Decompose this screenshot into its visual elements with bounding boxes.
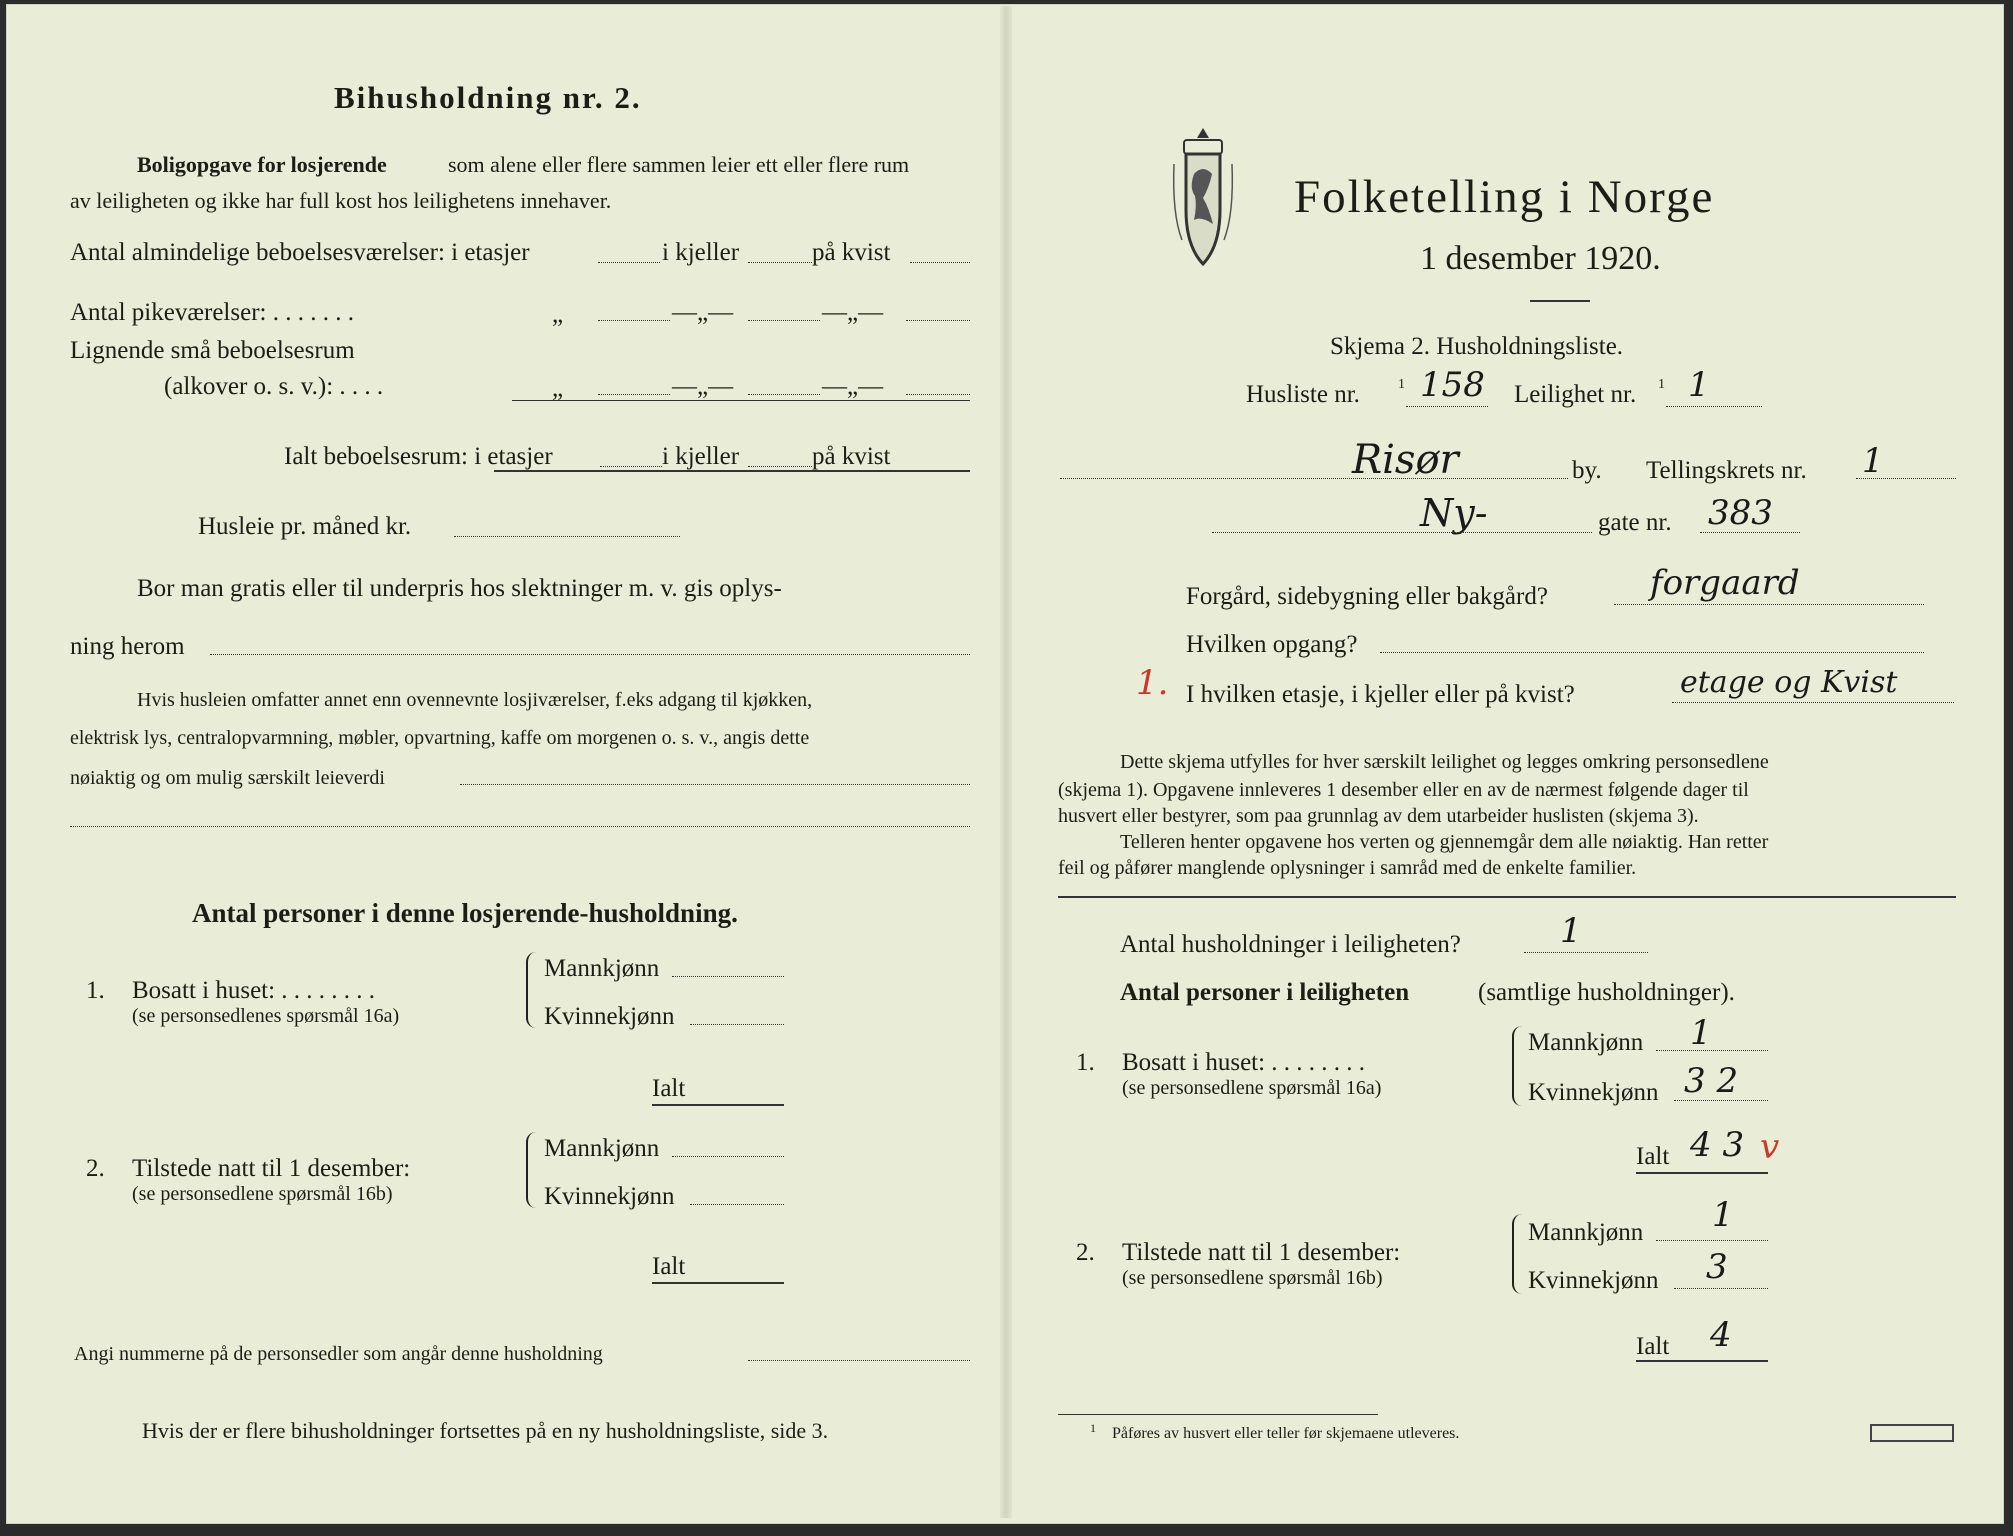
instr-2: (skjema 1). Opgavene innleveres 1 desember eller en av de nærmest følgende dager til	[1058, 779, 1749, 801]
footnote-mark-2: 1	[1658, 377, 1665, 392]
l-q2-brace	[526, 1132, 538, 1208]
right-title: Folketelling i Norge	[1294, 171, 1715, 223]
footnote-rule	[1058, 1414, 1378, 1415]
rent-label: Husleie pr. måned kr.	[198, 513, 412, 540]
r-q1-female-value: 3 2	[1684, 1061, 1739, 1101]
intro-bold: Boligopgave for losjerende	[137, 152, 387, 177]
krets-line	[1856, 478, 1956, 479]
l-q2-female-line	[690, 1204, 784, 1205]
l-q1-total-label: Ialt	[652, 1075, 686, 1102]
census-date: 1 desember 1920.	[1420, 240, 1661, 277]
numbers-line	[748, 1360, 970, 1361]
r-q1-total-rule	[1636, 1172, 1768, 1174]
rooms-cellar-line	[748, 262, 812, 263]
husliste-label: Husliste nr.	[1246, 381, 1360, 408]
street-line	[1212, 532, 1592, 533]
small-ditto-1: „	[552, 375, 564, 402]
l-q1-label: Bosatt i huset: . . . . . . . .	[132, 977, 376, 1004]
l-q2-male-label: Mannkjønn	[544, 1135, 660, 1162]
households-line	[1524, 952, 1648, 953]
maid-ditto-2: —„—	[672, 299, 734, 326]
r-q2-brace	[1512, 1214, 1524, 1294]
maid-line-3	[906, 320, 970, 321]
rooms-cellar-label: i kjeller	[662, 239, 740, 266]
maid-line-2	[748, 320, 820, 321]
r-q2-female-label: Kvinnekjønn	[1528, 1267, 1659, 1294]
persons-heading-left: Antal personer i denne losjerende-husholdning.	[192, 898, 738, 928]
intro-rest: som alene eller flere sammen leier ett eller flere rum	[448, 152, 910, 177]
krets-value: 1	[1862, 441, 1884, 481]
left-title: Bihusholdning nr. 2.	[334, 80, 642, 115]
leilighet-line	[1666, 406, 1762, 407]
small-line-1	[598, 394, 670, 395]
l-q1-sub: (se personsedlenes spørsmål 16a)	[132, 1005, 400, 1027]
instr-1: Dette skjema utfylles for hver særskilt leilighet og legges omkring personsedlene	[1120, 751, 1769, 773]
r-q2-total-value: 4	[1710, 1315, 1732, 1355]
total-cellar-line	[748, 466, 812, 467]
r-q1-female-label: Kvinnekjønn	[1528, 1079, 1659, 1106]
r-q2-male-label: Mannkjønn	[1528, 1219, 1644, 1246]
gate-label: gate nr.	[1598, 509, 1672, 536]
total-rooms-rule	[494, 470, 970, 472]
schema-label: Skjema 2. Husholdningsliste.	[1330, 333, 1624, 360]
rooms-label: Antal almindelige beboelsesværelser: i etasjer	[70, 239, 530, 266]
maid-line-1	[598, 320, 670, 321]
l-q2-total-rule	[652, 1282, 784, 1284]
free-text-1: Bor man gratis eller til underpris hos slektninger m. v. gis oplys-	[137, 575, 782, 602]
norway-coat-of-arms-icon	[1170, 124, 1236, 272]
r-q2-total-label: Ialt	[1636, 1333, 1670, 1360]
yard-label: Forgård, sidebygning eller bakgård?	[1186, 583, 1548, 610]
total-rooms-label: Ialt beboelsesrum: i etasjer	[284, 443, 553, 470]
small-line-2	[748, 394, 820, 395]
r-q1-male-value: 1	[1690, 1013, 1712, 1053]
small-line-3	[906, 394, 970, 395]
instr-4: Telleren henter opgavene hos verten og gjennemgår dem alle nøiaktig. Han retter	[1120, 831, 1769, 853]
incl-text-3: nøiaktig og om mulig særskilt leieverdi	[70, 767, 385, 789]
r-q2-num: 2.	[1076, 1239, 1095, 1266]
floor-red-mark: 1.	[1136, 663, 1169, 703]
small-rooms-label-2: (alkover o. s. v.): . . . .	[164, 373, 384, 400]
gate-value: 383	[1708, 493, 1773, 533]
numbers-line-label: Angi nummerne på de personsedler som angår denne husholdning	[74, 1343, 603, 1365]
husliste-value: 158	[1420, 365, 1485, 405]
r-q1-label: Bosatt i huset: . . . . . . . .	[1122, 1049, 1366, 1076]
yard-value: forgaard	[1650, 563, 1800, 603]
gate-line	[1700, 532, 1800, 533]
l-q1-male-label: Mannkjønn	[544, 955, 660, 982]
total-cellar-label: i kjeller	[662, 443, 740, 470]
r-q2-label: Tilstede natt til 1 desember:	[1122, 1239, 1401, 1266]
incl-line	[460, 784, 970, 785]
small-ditto-3: —„—	[822, 373, 884, 400]
r-q1-num: 1.	[1076, 1049, 1095, 1076]
maid-rooms-label: Antal pikeværelser: . . . . . . .	[70, 299, 354, 326]
r-q1-sub: (se personsedlene spørsmål 16a)	[1122, 1077, 1382, 1099]
total-etasjer-line	[600, 466, 662, 467]
intro-line2: av leiligheten og ikke har full kost hos leilighetens innehaver.	[70, 188, 612, 213]
incl-line-2	[70, 826, 970, 827]
rooms-attic-line	[910, 262, 970, 263]
floor-line	[1672, 702, 1954, 703]
r-q1-female-line	[1674, 1100, 1768, 1101]
r-q2-male-line	[1656, 1240, 1768, 1241]
rooms-etasjer-line	[598, 262, 660, 263]
l-q1-brace	[526, 952, 538, 1028]
sum-rule	[512, 400, 970, 401]
rent-line	[454, 536, 680, 537]
instr-rule	[1058, 896, 1956, 898]
r-q2-total-rule	[1636, 1360, 1768, 1362]
rooms-attic-label: på kvist	[812, 239, 891, 266]
r-q1-male-line	[1656, 1050, 1768, 1051]
persons-heading-rest: (samtlige husholdninger).	[1478, 979, 1735, 1006]
r-q2-male-value: 1	[1712, 1195, 1734, 1235]
husliste-line	[1406, 406, 1488, 407]
households-label: Antal husholdninger i leiligheten?	[1120, 931, 1461, 958]
entrance-label: Hvilken opgang?	[1186, 631, 1358, 658]
households-value: 1	[1560, 911, 1582, 951]
l-q2-total-label: Ialt	[652, 1253, 686, 1280]
city-label: by.	[1572, 457, 1602, 484]
small-rooms-label: Lignende små beboelsesrum	[70, 337, 355, 364]
leilighet-label: Leilighet nr.	[1514, 381, 1637, 408]
printer-stamp	[1870, 1424, 1954, 1442]
l-q2-label: Tilstede natt til 1 desember:	[132, 1155, 411, 1182]
left-footer: Hvis der er flere bihusholdninger fortsettes på en ny husholdningsliste, side 3.	[142, 1418, 829, 1443]
incl-text-1: Hvis husleien omfatter annet enn ovennevnte losjiværelser, f.eks adgang til kjøkken,	[137, 689, 813, 711]
l-q1-female-label: Kvinnekjønn	[544, 1003, 675, 1030]
footnote-mark-1: 1	[1398, 377, 1405, 392]
entrance-line	[1380, 652, 1924, 653]
total-attic-label: på kvist	[812, 443, 891, 470]
maid-ditto-3: —„—	[822, 299, 884, 326]
incl-text-2: elektrisk lys, centralopvarmning, møbler, opvartning, kaffe om morgenen o. s. v., angis dette	[70, 727, 810, 749]
instr-3: husvert eller bestyrer, som paa grunnlag av dem utarbeider huslisten (skjema 3).	[1058, 805, 1699, 827]
free-text-2: ning herom	[70, 633, 185, 660]
r-q2-female-line	[1674, 1288, 1768, 1289]
page-fold	[1000, 6, 1012, 1518]
instr-5: feil og påfører manglende oplysninger i samråd med de enkelte familier.	[1058, 857, 1637, 879]
r-q1-male-label: Mannkjønn	[1528, 1029, 1644, 1056]
l-q1-female-line	[690, 1024, 784, 1025]
floor-value: etage og Kvist	[1680, 665, 1898, 700]
leilighet-value: 1	[1688, 365, 1710, 405]
l-q1-total-rule	[652, 1104, 784, 1106]
small-ditto-2: —„—	[672, 373, 734, 400]
l-q2-female-label: Kvinnekjønn	[544, 1183, 675, 1210]
r-q1-total-check: v	[1760, 1127, 1780, 1167]
krets-label: Tellingskrets nr.	[1646, 457, 1807, 484]
r-q2-sub: (se personsedlene spørsmål 16b)	[1122, 1267, 1383, 1289]
street-value: Ny-	[1420, 491, 1488, 535]
l-q2-num: 2.	[86, 1155, 105, 1182]
r-q1-brace	[1512, 1026, 1524, 1106]
footnote-text: Påføres av husvert eller teller før skjemaene utleveres.	[1112, 1425, 1460, 1442]
title-divider	[1530, 300, 1590, 302]
footnote-number: 1	[1090, 1421, 1096, 1435]
l-q1-num: 1.	[86, 977, 105, 1004]
city-value: Risør	[1352, 437, 1459, 483]
r-q1-total-label: Ialt	[1636, 1143, 1670, 1170]
l-q2-sub: (se personsedlene spørsmål 16b)	[132, 1183, 393, 1205]
l-q1-male-line	[672, 976, 784, 977]
free-line	[210, 654, 970, 655]
city-line	[1060, 478, 1568, 479]
floor-label: I hvilken etasje, i kjeller eller på kvist?	[1186, 681, 1575, 708]
persons-heading-right: Antal personer i leiligheten	[1120, 979, 1410, 1006]
r-q1-total-value: 4 3	[1690, 1125, 1745, 1165]
yard-line	[1614, 604, 1924, 605]
maid-ditto-1: „	[552, 301, 564, 328]
r-q2-female-value: 3	[1706, 1247, 1728, 1287]
l-q2-male-line	[672, 1156, 784, 1157]
